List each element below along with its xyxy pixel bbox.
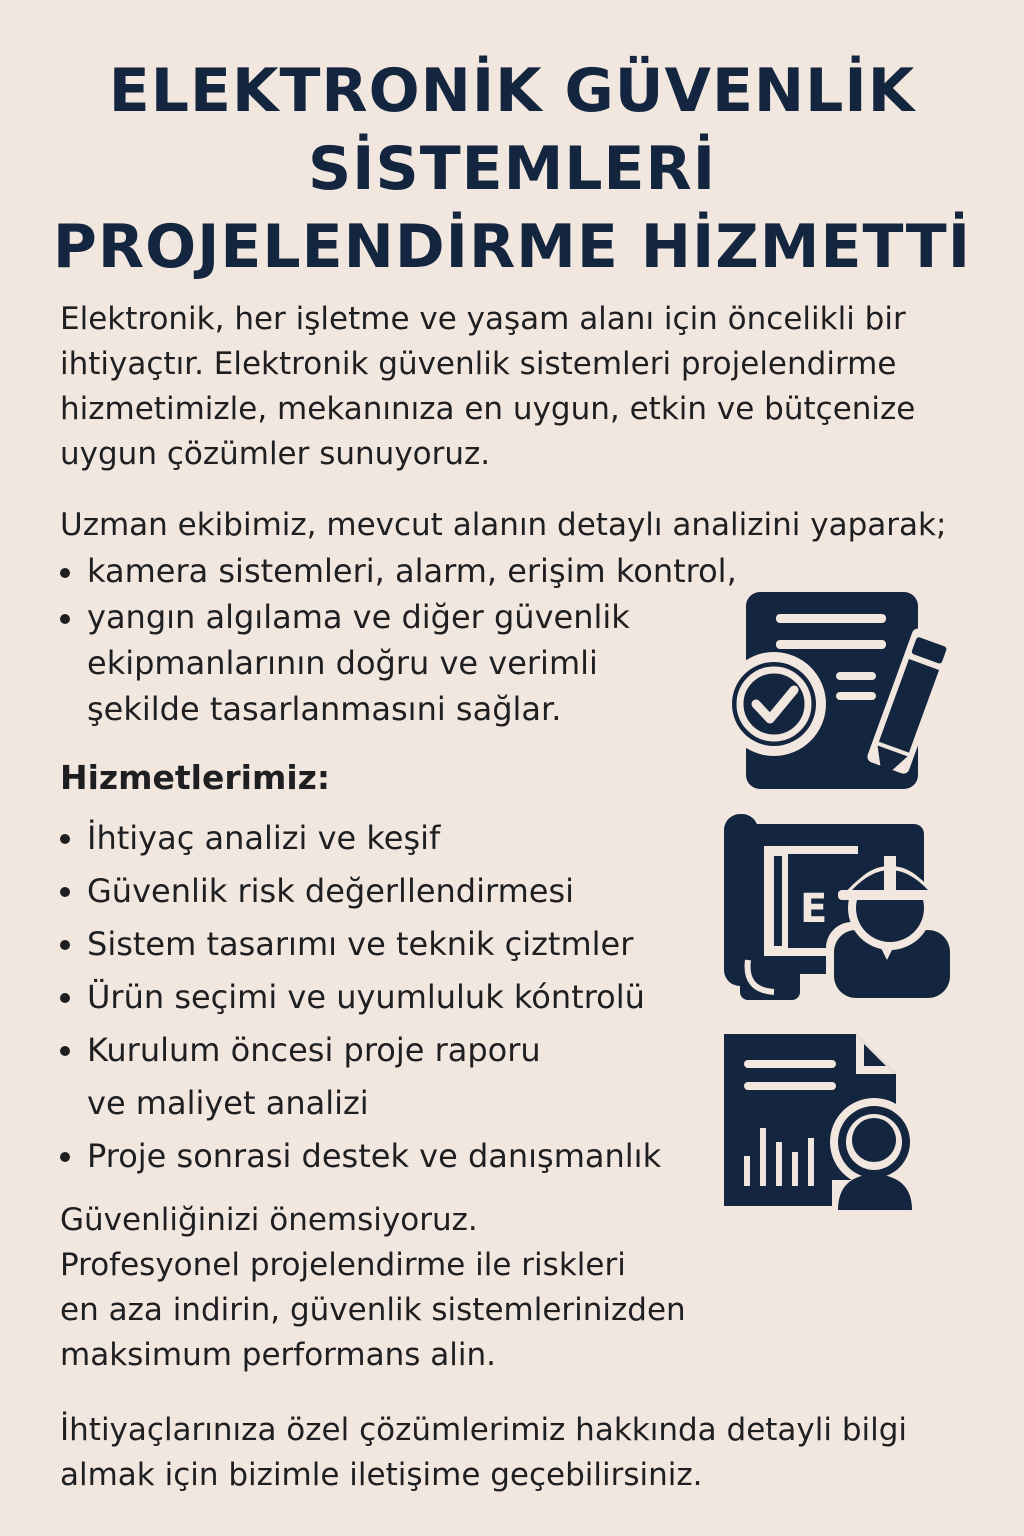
document-check-pencil-icon: [718, 588, 958, 793]
list-item-line: Proje sonrasi destek ve danışmanlık: [87, 1137, 662, 1175]
report-chart-consultant-icon: [720, 1030, 940, 1210]
list-item-line: Kurulum öncesi proje raporu: [87, 1031, 541, 1069]
intro-line-4: uygun çözümler sunuyoruz.: [60, 436, 491, 472]
closing-paragraph: [60, 1198, 686, 1378]
list-item: [60, 1130, 661, 1183]
list-item: [60, 865, 661, 918]
team-intro-line: Uzman ekibimiz, mevcut alanın detaylı analizini yaparak;: [60, 507, 947, 543]
contact-line-2: almak için bizimle iletişime geçebilirsiniz.: [60, 1457, 703, 1493]
list-item: [60, 1024, 661, 1130]
list-item-line: şekilde tasarlanmasıni sağlar.: [87, 690, 562, 728]
list-item-line: Sistem tasarımı ve teknik çiztmler: [87, 925, 634, 963]
closing-line-2: Profesyonel projelendirme ile riskleri: [60, 1247, 626, 1283]
list-item-line: yangın algılama ve diğer güvenlik: [87, 598, 630, 636]
list-item: [60, 548, 737, 594]
list-item: [60, 971, 661, 1024]
list-item-line: kamera sistemleri, alarm, erişim kontrol,: [87, 552, 737, 590]
services-heading: Hizmetlerimiz:: [60, 758, 331, 797]
list-item-line: Güvenlik risk değerllendirmesi: [87, 872, 575, 910]
intro-line-2: ihtiyaçtır. Elektronik güvenlik sistemleri projelendirme: [60, 346, 897, 382]
title-line-1: ELEKTRONİK GÜVENLİK: [108, 56, 916, 126]
team-intro: [60, 503, 946, 548]
intro-line-1: Elektronik, her işletme ve yaşam alanı için öncelikli bir: [60, 301, 906, 337]
intro-paragraph: [60, 297, 915, 477]
services-list: [60, 812, 661, 1183]
contact-line-1: İhtiyaçlarınıza özel çözümlerimiz hakkında detayli bilgi: [60, 1412, 908, 1448]
list-item: [60, 918, 661, 971]
closing-line-4: maksimum performans alin.: [60, 1337, 496, 1373]
closing-line-3: en aza indirin, güvenlik sistemlerinizden: [60, 1292, 686, 1328]
list-item-line: İhtiyaç analizi ve keşif: [87, 819, 441, 857]
closing-line-1: Güvenliğinizi önemsiyoruz.: [60, 1202, 478, 1238]
list-item-line: ve maliyet analizi: [87, 1084, 369, 1122]
intro-line-3: hizmetimizle, mekanınıza en uygun, etkin ve bütçenize: [60, 391, 916, 427]
team-bullet-list: [60, 548, 737, 732]
list-item-line: ekipmanlarının doğru ve verimli: [87, 644, 598, 682]
title-line-3: PROJELENDİRME HİZMETTİ: [52, 212, 972, 282]
title-line-2: SİSTEMLERİ: [307, 134, 717, 204]
list-item: [60, 812, 661, 865]
list-item-line: Ürün seçimi ve uyumluluk kóntrolü: [87, 978, 645, 1016]
contact-paragraph: [60, 1408, 907, 1498]
svg-text:E: E: [800, 886, 828, 932]
page-title: [0, 52, 1024, 286]
list-item: [60, 594, 737, 732]
blueprint-engineer-icon: [718, 810, 963, 1005]
